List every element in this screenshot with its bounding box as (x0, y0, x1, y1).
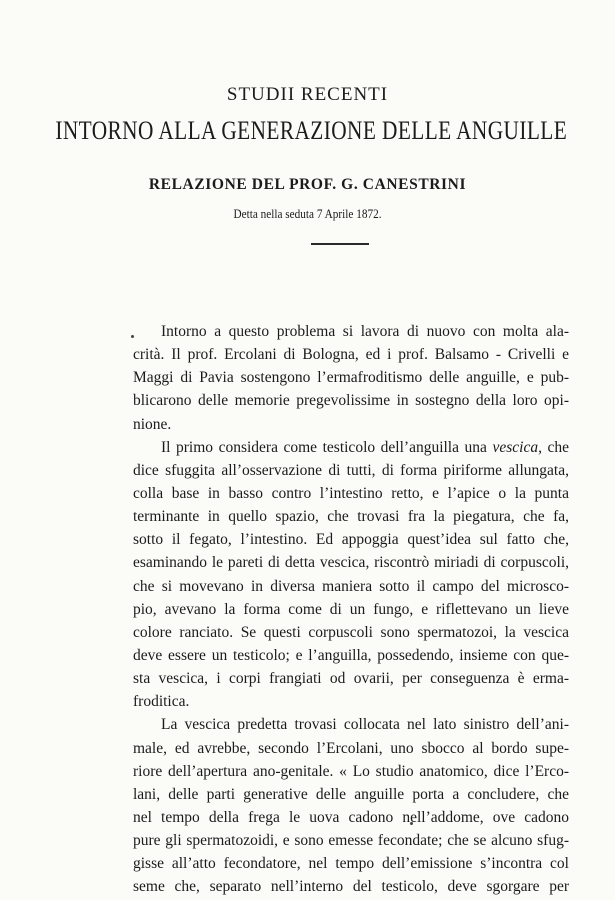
text-line: nione. (133, 415, 172, 433)
text-line: colore ranciato. Se questi corpuscoli sono spermatozoi, la vescica (133, 623, 569, 641)
text-line: nel tempo della frega le uova cadono nell’addome, ove cadono (133, 808, 569, 826)
title-rule (311, 243, 369, 245)
body-text (133, 320, 569, 899)
text-line: pio, avevano la forma come di un fungo, e riflettevano un lieve (133, 600, 569, 618)
text-line: crità. Il prof. Ercolani di Bologna, ed i prof. Balsamo - Crivelli e (133, 346, 569, 364)
text-line: terminante in quello spazio, che trovasi fra la piegatura, che fa, (133, 508, 569, 526)
text-line: deve essere un testicolo; e l’anguilla, possedendo, insieme con que- (133, 646, 569, 664)
text-line: male, ed avrebbe, secondo l’Ercolani, uno sbocco al bordo supe- (133, 739, 569, 757)
text-line: sta vescica, i corpi frangiati od ovarii, per conseguenza è erma- (133, 670, 569, 688)
text-line: seme che, separato nell’interno del testicolo, deve sgorgare per (133, 878, 569, 896)
text-line: che si movevano in diversa maniera sotto il campo del microsco- (133, 577, 569, 595)
italic-word: vescica, (492, 438, 542, 456)
text-line: La vescica predetta trovasi collocata nel lato sinistro dell’ani- (161, 716, 569, 734)
text-line: lani, delle parti generative delle anguille porta a concludere, che (133, 785, 569, 803)
text-line: dice sfuggita all’osservazione di tutti, di forma piriforme allungata, (133, 461, 569, 479)
text-line: esaminando le pareti di detta vescica, riscontrò miriadi di corpuscoli, (133, 554, 569, 572)
text-line: riore dell’apertura ano-genitale. « Lo studio anatomico, dice l’Erco- (133, 762, 569, 780)
text-line-start: Il primo considera come testicolo dell’anguilla una (161, 438, 487, 456)
section-title: STUDII RECENTI (226, 84, 389, 105)
article-title: INTORNO ALLA GENERAZIONE DELLE ANGUILLE (55, 116, 568, 145)
text-line (133, 436, 569, 459)
text-line: Intorno a questo problema si lavora di nuovo con molta ala- (161, 323, 569, 340)
text-line-end: che (547, 438, 570, 456)
text-line: pure gli spermatozoidi, e sono emesse fecondate; che se alcuno sfug- (133, 832, 569, 850)
text-line: Maggi di Pavia sostengono l’ermafroditismo delle anguille, e pub- (133, 369, 569, 387)
text-line: blicarono delle memorie pregevolissime in sostegno della loro opi- (133, 392, 569, 410)
text-line: gisse all’atto fecondatore, nel tempo dell’emissione s’incontra col (133, 855, 569, 873)
text-line: sotto il fegato, l’intestino. Ed appoggia quest’idea sul fatto che, (133, 531, 569, 549)
date-line: Detta nella seduta 7 Aprile 1872. (233, 207, 382, 221)
text-line: froditica. (133, 693, 190, 711)
text-line: colla base in basso contro l’intestino retto, e l’apice o la punta (133, 484, 569, 502)
report-subtitle: RELAZIONE DEL PROF. G. CANESTRINI (148, 176, 467, 193)
